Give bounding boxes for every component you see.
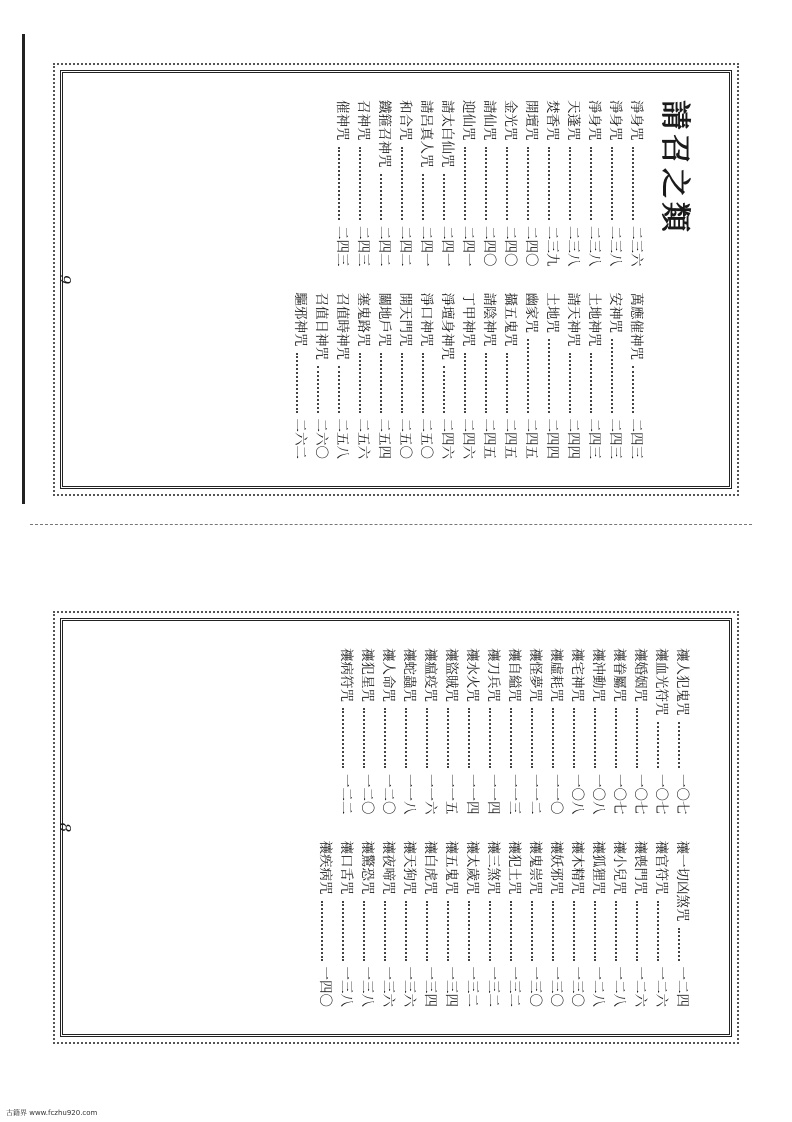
toc-entry	[625, 100, 646, 267]
toc-entry	[524, 648, 545, 815]
dot-leader	[528, 147, 530, 221]
dot-leader	[364, 708, 366, 768]
dot-leader	[549, 339, 551, 413]
toc-entry	[314, 841, 335, 1008]
dot-leader	[444, 366, 446, 413]
toc-entry	[541, 293, 562, 460]
dot-leader	[427, 901, 429, 961]
entry-page: 一二六	[632, 966, 648, 1007]
dot-leader	[427, 708, 429, 768]
entry-title: 禳沖動咒	[590, 648, 606, 702]
toc-entry	[583, 293, 604, 460]
dot-leader	[406, 708, 408, 768]
entry-title: 禳刀兵咒	[485, 648, 501, 702]
entry-title: 淨身咒	[607, 100, 623, 141]
toc-entry	[671, 648, 692, 815]
entry-title: 禳犯土咒	[506, 840, 522, 895]
dot-leader	[612, 147, 614, 221]
dot-leader	[658, 901, 660, 961]
dot-leader	[318, 366, 320, 413]
page-divider	[30, 524, 752, 525]
lower-page	[0, 548, 792, 1109]
toc-entry	[629, 841, 650, 1008]
entry-page: 一三六	[401, 966, 417, 1007]
toc-entry	[562, 100, 583, 267]
entry-page: 二四四	[544, 418, 560, 459]
dot-leader	[402, 147, 404, 221]
entry-title: 禳驚恐咒	[359, 840, 375, 895]
toc-entry	[478, 293, 499, 460]
entry-title: 淨身咒	[586, 100, 602, 141]
entry-title: 安神咒	[607, 292, 623, 333]
toc-entry	[482, 841, 503, 1008]
dot-leader	[343, 708, 345, 768]
toc-entry	[335, 648, 356, 815]
toc-entry	[352, 293, 373, 460]
dot-leader	[591, 353, 593, 413]
toc-entry	[335, 841, 356, 1008]
toc-entry	[310, 293, 331, 460]
entry-page: 一一八	[401, 774, 417, 815]
toc-entry	[331, 100, 352, 267]
entry-page: 二三八	[607, 226, 623, 267]
toc-entry	[398, 648, 419, 815]
toc-entry	[289, 293, 310, 460]
entry-title: 開天門咒	[397, 292, 413, 347]
entry-title: 禳病符咒	[338, 648, 354, 702]
toc-list	[90, 100, 646, 459]
entry-page: 一二四	[674, 966, 690, 1007]
entry-title: 禳小兒咒	[611, 840, 627, 895]
dot-leader	[339, 366, 341, 413]
entry-title: 禳狐狸咒	[590, 840, 606, 895]
entry-page: 二四一	[439, 226, 455, 267]
toc-entry	[377, 648, 398, 815]
entry-page: 一二〇	[359, 774, 375, 815]
entry-page: 二四四	[565, 418, 581, 459]
entry-page: 一一三	[506, 774, 522, 815]
entry-page: 一三八	[338, 966, 354, 1007]
dot-leader	[469, 708, 471, 768]
entry-title: 禳人犯鬼咒	[674, 648, 690, 716]
dot-leader	[511, 901, 513, 961]
dot-leader	[637, 708, 639, 768]
entry-page: 二六二	[292, 418, 308, 459]
entry-page: 二六〇	[313, 418, 329, 459]
dot-leader	[633, 147, 635, 221]
entry-title: 召值日神咒	[313, 292, 329, 360]
dot-leader	[360, 147, 362, 221]
entry-title: 禳五鬼咒	[443, 840, 459, 895]
dot-leader	[612, 339, 614, 413]
entry-title: 禳婚姻咒	[632, 648, 648, 702]
dot-leader	[486, 147, 488, 221]
entry-page: 二五〇	[418, 418, 434, 459]
entry-title: 禳盜賊咒	[443, 648, 459, 702]
dot-leader	[343, 901, 345, 961]
toc-entry	[440, 841, 461, 1008]
toc-entry	[503, 841, 524, 1008]
toc-entry	[503, 648, 524, 815]
toc-entry	[415, 293, 436, 460]
entry-page: 一二二	[338, 774, 354, 815]
entry-title: 請陰神咒	[481, 292, 497, 347]
entry-page: 二四二	[397, 226, 413, 267]
dot-leader	[360, 353, 362, 413]
toc-entry	[419, 648, 440, 815]
dot-leader	[444, 174, 446, 221]
entry-page: 一三二	[485, 966, 501, 1007]
entry-title: 禳太歲咒	[464, 840, 480, 895]
toc-entry	[650, 841, 671, 1008]
entry-title: 禳夜啼咒	[380, 840, 396, 895]
toc-entry	[545, 648, 566, 815]
entry-title: 請仙咒	[481, 100, 497, 141]
entry-page: 二四三	[607, 418, 623, 459]
entry-title: 請呂真人咒	[418, 100, 434, 168]
dot-leader	[553, 708, 555, 768]
entry-page: 一三二	[464, 966, 480, 1007]
toc-entry	[541, 100, 562, 267]
entry-title: 禳血光符咒	[653, 648, 669, 716]
entry-page: 一〇七	[653, 774, 669, 815]
dot-leader	[423, 353, 425, 413]
dot-leader	[448, 708, 450, 768]
entry-title: 請太白仙咒	[439, 100, 455, 168]
section-heading: 請召之類	[657, 100, 692, 236]
dot-leader	[616, 901, 618, 961]
entry-title: 催神咒	[334, 100, 350, 141]
dot-leader	[637, 901, 639, 961]
entry-page: 一〇七	[674, 774, 690, 815]
page-number: 8	[56, 822, 74, 833]
toc-entry	[499, 100, 520, 267]
entry-page: 一三〇	[548, 966, 564, 1007]
entry-page: 二四〇	[481, 226, 497, 267]
toc-entry	[415, 100, 436, 267]
toc-entry	[608, 648, 629, 815]
dot-leader	[490, 901, 492, 961]
dot-leader	[633, 366, 635, 413]
toc-entry	[356, 841, 377, 1008]
toc-entry	[457, 100, 478, 267]
toc-entry	[671, 841, 692, 1008]
dot-leader	[465, 147, 467, 221]
toc-entry	[499, 293, 520, 460]
dot-leader	[322, 901, 324, 961]
toc-entry	[352, 100, 373, 267]
dot-leader	[507, 147, 509, 221]
entry-title: 禳三煞咒	[485, 840, 501, 895]
entry-page: 二五八	[334, 418, 350, 459]
entry-title: 召神咒	[355, 100, 371, 141]
entry-page: 二三六	[628, 226, 644, 267]
toc-column	[90, 100, 646, 267]
toc-entry	[524, 841, 545, 1008]
toc-entry	[604, 100, 625, 267]
entry-page: 二四五	[502, 418, 518, 459]
entry-title: 金光咒	[502, 100, 518, 141]
entry-page: 二四三	[355, 226, 371, 267]
entry-page: 一一六	[422, 774, 438, 815]
entry-page: 二四〇	[502, 226, 518, 267]
dot-leader	[469, 901, 471, 961]
dot-leader	[511, 708, 513, 768]
entry-page: 二四〇	[523, 226, 539, 267]
entry-page: 二五六	[355, 418, 371, 459]
dot-leader	[490, 708, 492, 768]
entry-title: 召值時神咒	[334, 292, 350, 360]
toc-entry	[566, 841, 587, 1008]
entry-title: 丁甲神咒	[460, 292, 476, 347]
scan-edge-bar	[22, 34, 25, 504]
dot-leader	[616, 708, 618, 768]
entry-title: 驅邪神咒	[292, 292, 308, 347]
dot-leader	[339, 147, 341, 221]
toc-entry	[356, 648, 377, 815]
entry-page: 二三九	[544, 226, 560, 267]
entry-title: 土地咒	[544, 292, 560, 333]
entry-page: 一三〇	[569, 966, 585, 1007]
dot-leader	[448, 901, 450, 961]
entry-page: 二四六	[460, 418, 476, 459]
entry-page: 一三四	[443, 966, 459, 1007]
entry-title: 萬應催神咒	[628, 292, 644, 360]
entry-title: 淨壇身神咒	[439, 292, 455, 360]
entry-title: 開壇咒	[523, 100, 539, 141]
toc-entry	[398, 841, 419, 1008]
entry-page: 一三八	[359, 966, 375, 1007]
dot-leader	[528, 339, 530, 413]
toc-entry	[604, 293, 625, 460]
toc-entry	[394, 293, 415, 460]
dot-leader	[570, 353, 572, 413]
dot-leader	[402, 353, 404, 413]
entry-title: 禳一切凶煞咒	[674, 840, 690, 922]
entry-page: 一一〇	[548, 774, 564, 815]
entry-page: 二四五	[481, 418, 497, 459]
entry-page: 一一四	[464, 774, 480, 815]
toc-entry	[650, 648, 671, 815]
entry-page: 二四六	[439, 418, 455, 459]
dot-leader	[679, 928, 681, 961]
entry-page: 二四三	[628, 418, 644, 459]
dot-leader	[591, 147, 593, 221]
entry-page: 二四二	[376, 226, 392, 267]
page-number: 9	[56, 274, 74, 285]
toc-entry	[373, 100, 394, 267]
entry-title: 攝五鬼咒	[502, 292, 518, 347]
toc-entry	[436, 100, 457, 267]
toc-entry	[587, 648, 608, 815]
entry-title: 淨身咒	[628, 100, 644, 141]
entry-title: 禳口舌咒	[338, 840, 354, 895]
entry-page: 一三〇	[527, 966, 543, 1007]
entry-page: 二四三	[334, 226, 350, 267]
entry-title: 禳水火咒	[464, 648, 480, 702]
toc-entry	[608, 841, 629, 1008]
dot-leader	[465, 353, 467, 413]
dot-leader	[595, 708, 597, 768]
entry-title: 禳怪夢咒	[527, 648, 543, 702]
entry-title: 請天神咒	[565, 292, 581, 347]
toc-entry	[331, 293, 352, 460]
toc-column	[90, 293, 646, 460]
toc-entry	[377, 841, 398, 1008]
dot-leader	[595, 901, 597, 961]
entry-title: 禳官符咒	[653, 840, 669, 895]
toc-entry	[394, 100, 415, 267]
footer-watermark: 古籍界 www.fczhu920.com	[6, 1109, 98, 1117]
entry-page: 一一二	[527, 774, 543, 815]
entry-page: 一〇八	[590, 774, 606, 815]
entry-title: 禳犯星咒	[359, 648, 375, 702]
toc-entry	[520, 293, 541, 460]
dot-leader	[679, 722, 681, 769]
entry-page: 二四一	[460, 226, 476, 267]
entry-title: 禳喪門咒	[632, 840, 648, 895]
entry-title: 禳木精咒	[569, 840, 585, 895]
toc-entry	[478, 100, 499, 267]
dot-leader	[507, 353, 509, 413]
dot-leader	[570, 147, 572, 221]
entry-title: 焚香咒	[544, 100, 560, 141]
entry-page: 二三八	[586, 226, 602, 267]
entry-title: 禳自縊咒	[506, 648, 522, 702]
dot-leader	[385, 901, 387, 961]
dot-leader	[549, 147, 551, 221]
entry-page: 一三二	[506, 966, 522, 1007]
entry-page: 一四〇	[317, 966, 333, 1007]
entry-title: 關地戶咒	[376, 292, 392, 347]
toc-entry	[457, 293, 478, 460]
dot-leader	[381, 353, 383, 413]
entry-page: 一二〇	[380, 774, 396, 815]
entry-page: 一三六	[380, 966, 396, 1007]
entry-title: 禳蛇蟲咒	[401, 648, 417, 702]
toc-entry	[629, 648, 650, 815]
toc-entry	[587, 841, 608, 1008]
dot-leader	[381, 174, 383, 221]
toc-list	[90, 648, 692, 1007]
entry-page: 一三四	[422, 966, 438, 1007]
dot-leader	[297, 353, 299, 413]
entry-title: 幽家咒	[523, 292, 539, 333]
dot-leader	[486, 353, 488, 413]
entry-page: 二四五	[523, 418, 539, 459]
entry-page: 二五四	[376, 418, 392, 459]
dot-leader	[423, 174, 425, 221]
entry-title: 天蓬咒	[565, 100, 581, 141]
dot-leader	[385, 708, 387, 768]
toc-entry	[566, 648, 587, 815]
toc-entry	[419, 841, 440, 1008]
entry-title: 鐵箍召神咒	[376, 100, 392, 168]
toc-entry	[461, 648, 482, 815]
toc-entry	[625, 293, 646, 460]
dot-leader	[532, 708, 534, 768]
entry-page: 二五〇	[397, 418, 413, 459]
entry-title: 禳虛耗咒	[548, 648, 564, 702]
toc-entry	[482, 648, 503, 815]
entry-title: 禳天狗咒	[401, 840, 417, 895]
entry-title: 禳白虎咒	[422, 840, 438, 895]
entry-page: 一〇七	[611, 774, 627, 815]
entry-title: 禳人命咒	[380, 648, 396, 702]
entry-title: 禳鬼崇咒	[527, 840, 543, 895]
entry-title: 迎仙咒	[460, 100, 476, 141]
toc-entry	[583, 100, 604, 267]
toc-column	[90, 648, 692, 815]
dot-leader	[364, 901, 366, 961]
dot-leader	[574, 901, 576, 961]
toc-entry	[461, 841, 482, 1008]
entry-title: 禳宅神咒	[569, 648, 585, 702]
entry-title: 和合咒	[397, 100, 413, 141]
entry-title: 禳眷屬咒	[611, 648, 627, 702]
entry-page: 二四一	[418, 226, 434, 267]
entry-page: 二四三	[586, 418, 602, 459]
toc-entry	[440, 648, 461, 815]
entry-title: 禳妖邪咒	[548, 840, 564, 895]
entry-page: 一〇七	[632, 774, 648, 815]
entry-title: 禳疾病咒	[317, 840, 333, 895]
dot-leader	[574, 708, 576, 768]
entry-title: 禳瘟疫咒	[422, 648, 438, 702]
toc-entry	[562, 293, 583, 460]
dot-leader	[532, 901, 534, 961]
dot-leader	[553, 901, 555, 961]
dot-leader	[658, 722, 660, 769]
entry-page: 一一五	[443, 774, 459, 815]
entry-page: 一二六	[653, 966, 669, 1007]
entry-page: 一二八	[611, 966, 627, 1007]
entry-title: 淨口神咒	[418, 292, 434, 347]
toc-entry	[436, 293, 457, 460]
entry-page: 二三八	[565, 226, 581, 267]
toc-column	[90, 841, 692, 1008]
toc-entry	[520, 100, 541, 267]
toc-entry	[373, 293, 394, 460]
entry-title: 塞鬼路咒	[355, 292, 371, 347]
entry-page: 一〇八	[569, 774, 585, 815]
entry-title: 土地神咒	[586, 292, 602, 347]
toc-entry	[545, 841, 566, 1008]
entry-page: 一二八	[590, 966, 606, 1007]
entry-page: 一一四	[485, 774, 501, 815]
dot-leader	[406, 901, 408, 961]
